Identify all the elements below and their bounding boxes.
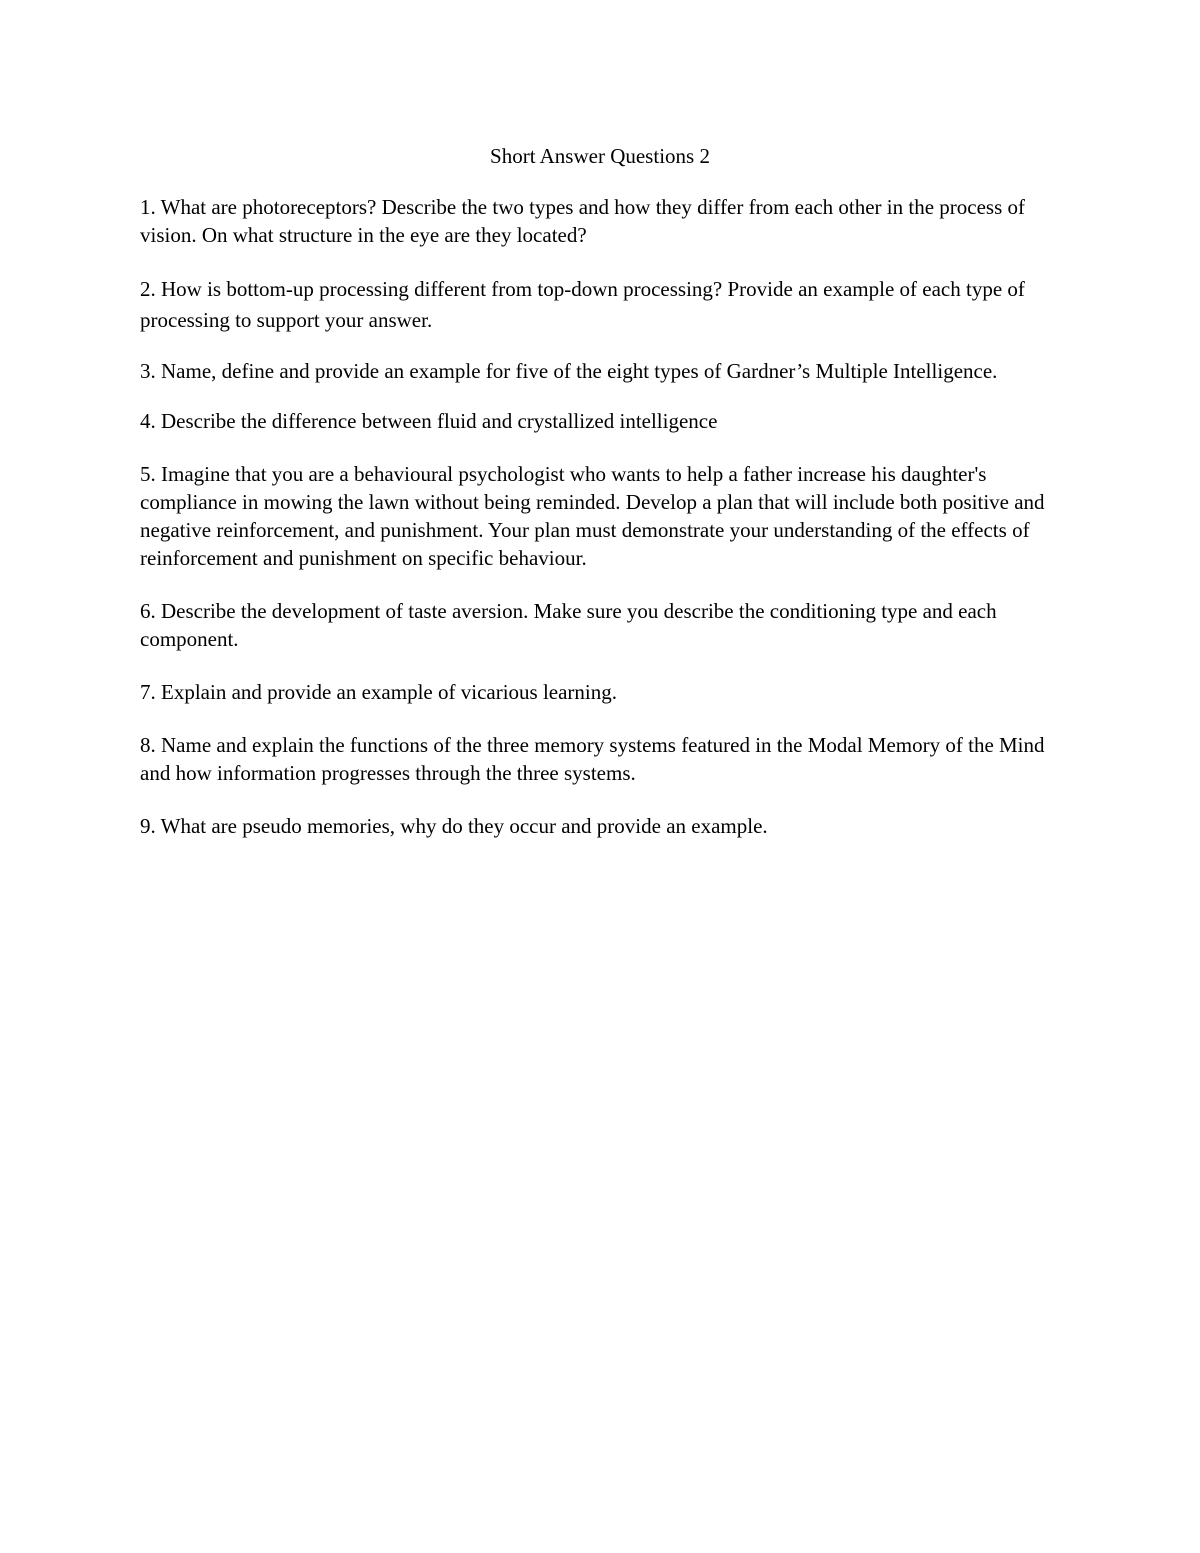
question-list [140, 193, 1065, 865]
question-4: 4. Describe the difference between fluid and crystallized intelligence [140, 409, 718, 433]
document-title: Short Answer Questions 2 [490, 144, 710, 168]
question-1: 1. What are photoreceptors? Describe the two types and how they differ from each other in the process of vision. On what structure in the eye are they located? [140, 195, 1025, 247]
question-8: 8. Name and explain the functions of the three memory systems featured in the Modal Memory of the Mind and how information progresses through the three systems. [140, 733, 1045, 785]
question-3: 3. Name, define and provide an example for five of the eight types of Gardner’s Multiple Intelligence. [140, 359, 998, 383]
question-6: 6. Describe the development of taste aversion. Make sure you describe the conditioning type and each component. [140, 599, 997, 651]
question-2: 2. How is bottom-up processing different from top-down processing? Provide an example of each type of processing to support your answer. [140, 277, 1025, 332]
question-9: 9. What are pseudo memories, why do they occur and provide an example. [140, 814, 768, 838]
question-7: 7. Explain and provide an example of vicarious learning. [140, 680, 618, 704]
question-5: 5. Imagine that you are a behavioural psychologist who wants to help a father increase his daughter's compliance in mowing the lawn without being reminded. Develop a plan that will include both positive and negative reinforcement, and punishment. Your plan must demonstrate your understanding of the effects of reinforcement and punishment on specific behaviour. [140, 462, 1045, 570]
